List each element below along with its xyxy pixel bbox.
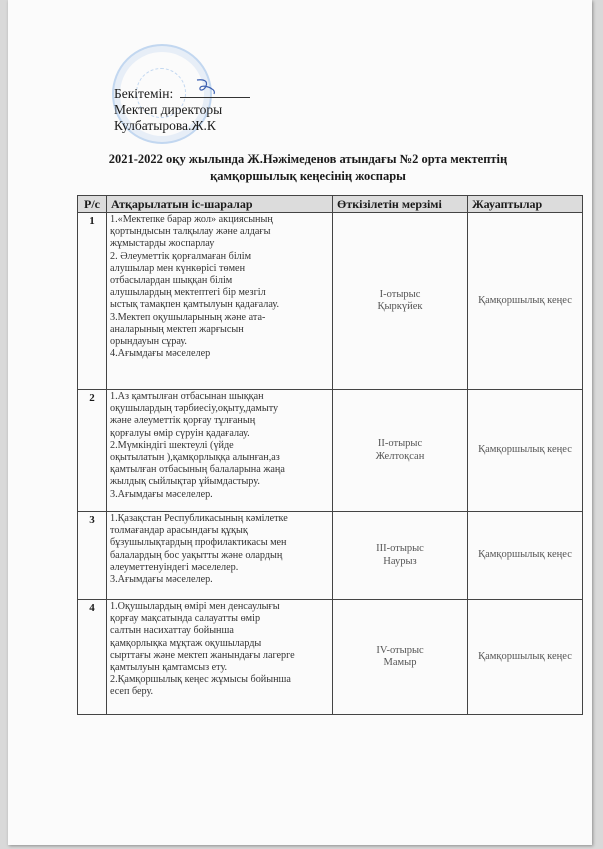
term-session: ІІІ-отырыс: [376, 543, 424, 555]
activity-line: қорғау мақсатында салауатты өмір: [110, 613, 261, 625]
activity-line: қорғалуы өмір сүруін қадағалау.: [110, 427, 250, 439]
term-month: Мамыр: [383, 657, 417, 668]
activity-line: 4.Ағымдағы мәселелер: [110, 348, 211, 360]
activity-line: 2. Әлеуметтік қорғалмаған білім: [110, 250, 252, 262]
plan-table: [77, 195, 583, 715]
row-number: 2: [78, 390, 107, 512]
signature-line: [180, 87, 250, 98]
director-name: Кулбатырова.Ж.К: [114, 118, 216, 133]
activity-line: балалардың бос уақытты және олардың: [110, 549, 283, 561]
activity-line: 3.Ағымдағы мәселелер.: [110, 574, 213, 586]
activity-line: 2.Мүмкіндігі шектеулі (үйде: [110, 439, 234, 451]
row-activities: [107, 390, 333, 512]
activity-line: қамтылуын қамтамсыз ету.: [110, 662, 228, 674]
activity-line: қортындысын талқылау және алдағы: [110, 226, 271, 238]
director-position: Мектеп директоры: [114, 102, 223, 117]
activity-line: және әлеуметтік қорғау тұлғаның: [110, 415, 256, 427]
activity-line: алушылар мен күнкөрісі төмен: [110, 262, 246, 274]
activity-line: 3.Ағымдағы мәселелер.: [110, 488, 213, 500]
term-month: Наурыз: [383, 555, 417, 567]
row-term: [333, 512, 468, 600]
activity-line: салтын насихаттау бойынша: [110, 625, 234, 637]
row-number: 1: [78, 213, 107, 390]
row-responsible: Қамқоршылық кеңес: [468, 213, 583, 390]
header-number: Р/с: [78, 196, 107, 213]
row-responsible: Қамқоршылық кеңес: [468, 390, 583, 512]
activity-line: 1.Қазақстан Республикасының кәмілетке: [110, 513, 288, 524]
row-number: 3: [78, 512, 107, 600]
activity-line: оқытылатын ),қамқорлыққа алынған,аз: [110, 452, 280, 464]
table-row: [78, 600, 583, 715]
activity-line: аналарының мектеп жарғысын: [110, 323, 244, 335]
activity-line: есеп беру.: [110, 686, 154, 698]
term-month: Қыркүйек: [377, 301, 423, 312]
activity-line: 2.Қамқоршылық кеңес жұмысы бойынша: [110, 674, 291, 686]
row-term: [333, 390, 468, 512]
title-line-2: қамқоршылық кеңесінің жоспары: [210, 169, 406, 183]
approved-label: Бекітемін:: [114, 86, 174, 101]
signature-mark: [194, 77, 218, 97]
row-activities: [107, 213, 333, 390]
activity-line: 1.Аз қамтылған отбасынан шыққан: [110, 391, 264, 402]
row-activities: [107, 600, 333, 715]
header-responsible: Жауаптылар: [468, 196, 583, 213]
table-row: [78, 213, 583, 390]
approval-block: [114, 86, 250, 134]
table-row: [78, 390, 583, 512]
term-month: Желтоқсан: [375, 450, 425, 462]
header-activities: Атқарылатын іс-шаралар: [107, 196, 333, 213]
activity-line: әлеуметтенуіндегі мәселелер.: [110, 561, 239, 573]
activity-line: орындауын сұрау.: [110, 336, 187, 348]
activity-line: 1.Оқушылардың өмірі мен денсаулығы: [110, 601, 280, 612]
row-activities: [107, 512, 333, 600]
activity-line: жұмыстарды жоспарлау: [110, 238, 215, 250]
row-responsible: Қамқоршылық кеңес: [468, 600, 583, 715]
activity-line: 1.«Мектепке барар жол» акциясының: [110, 214, 273, 225]
title-line-1: 2021-2022 оқу жылында Ж.Нәжімеденов атындағы №2 орта мектептің: [108, 152, 508, 166]
term-session: ІV-отырыс: [376, 644, 424, 656]
term-session: ІІ-отырыс: [377, 438, 423, 450]
activity-line: толмағандар арасындағы құқық: [110, 525, 248, 537]
table-row: [78, 512, 583, 600]
activity-line: оқушылардың тәрбиесіу,оқыту,дамыту: [110, 403, 279, 415]
activity-line: 3.Мектеп оқушыларының және ата-: [110, 311, 266, 323]
activity-line: ыстық тамақпен қамтылуын қадағалау.: [110, 299, 279, 311]
approval-line: [114, 86, 250, 102]
activity-line: сырттағы және мектеп жанындағы лагерге: [110, 649, 295, 661]
row-number: 4: [78, 600, 107, 715]
row-term: [333, 600, 468, 715]
header-term: Өткізілетін мерзімі: [333, 196, 468, 213]
activity-line: жылдық сыйлықтар ұйымдастыру.: [110, 476, 260, 488]
term-session: І-отырыс: [379, 288, 421, 300]
activity-line: бұзушылықтардың профилактикасы мен: [110, 537, 287, 549]
row-responsible: Қамқоршылық кеңес: [468, 512, 583, 600]
document-title: [68, 151, 548, 185]
activity-line: қамтылған отбасының балаларына жаңа: [110, 464, 285, 476]
table-header-row: [78, 196, 583, 213]
activity-line: алушылардың мектептегі бір мезгіл: [110, 287, 266, 299]
row-term: [333, 213, 468, 390]
activity-line: қамқорлықка мұқтаж оқушыларды: [110, 637, 262, 649]
activity-line: отбасылардан шыққан білім: [110, 275, 233, 287]
